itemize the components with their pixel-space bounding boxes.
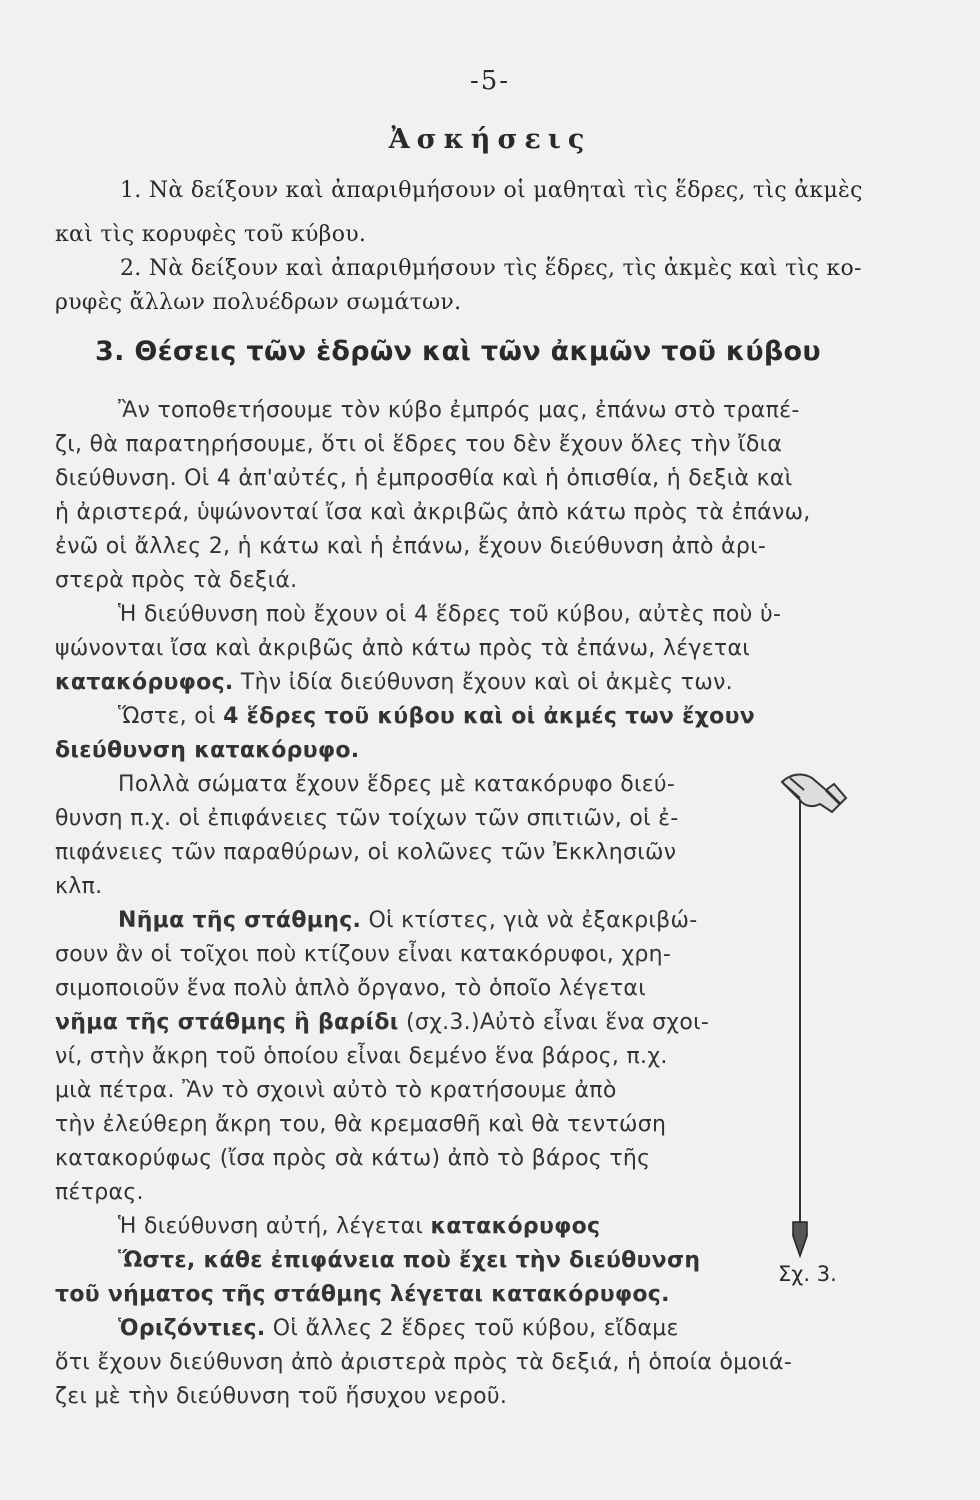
exercise-line: καὶ τὶς κορυφὲς τοῦ κύβου. [55, 222, 367, 247]
hand-icon [782, 775, 846, 812]
bold-term: 4 ἕδρες τοῦ κύβου καὶ οἱ ἀκμές των ἔχουν [223, 704, 756, 729]
paragraph-line: θυνση π.χ. οἱ ἐπιφάνειες τῶν τοίχων τῶν σπιτιῶν, οἱ ἐ- [55, 806, 679, 831]
bold-term: νῆμα τῆς στάθμης ἢ βαρίδι [55, 1010, 399, 1035]
paragraph-line: νῆμα τῆς στάθμης ἢ βαρίδι (σχ.3.)Αὐτὸ εἶναι ἕνα σχοι- [55, 1010, 710, 1035]
bold-term: κατακόρυφος [430, 1214, 601, 1239]
conclusion-line [55, 738, 359, 763]
paragraph-line: πέτρας. [55, 1180, 144, 1205]
paragraph-line: ἐνῶ οἱ ἄλλες 2, ἡ κάτω καὶ ἡ ἐπάνω, ἔχουν διεύθυνση ἀπὸ ἀρι- [55, 534, 767, 559]
paragraph-line: Πολλὰ σώματα ἔχουν ἕδρες μὲ κατακόρυφο διεύ- [118, 772, 676, 797]
paragraph-line: ἡ ἀριστερά, ὑψώνονταί ἴσα καὶ ἀκριβῶς ἀπὸ κάτω πρὸς τὰ ἐπάνω, [55, 500, 811, 525]
paragraph-line: Ὁριζόντιες. Οἱ ἄλλες 2 ἕδρες τοῦ κύβου, εἴδαμε [118, 1316, 679, 1341]
plumb-title: Νῆμα τῆς στάθμης. [118, 908, 362, 933]
exercise-line: 2. Νὰ δείξουν καὶ ἀπαριθμήσουν τὶς ἕδρες, τὶς ἀκμὲς καὶ τὶς κο- [120, 256, 862, 281]
bold-term: κατακόρυφος. [55, 670, 234, 695]
paragraph-line: στερὰ πρὸς τὰ δεξιά. [55, 568, 298, 593]
plumb-line-figure [760, 760, 860, 1270]
paragraph-line: κατακορύφως (ἴσα πρὸς σὰ κάτω) ἀπὸ τὸ βάρος τῆς [55, 1146, 651, 1171]
section-title: 3. Θέσεις τῶν ἑδρῶν καὶ τῶν ἀκμῶν τοῦ κύβου [95, 336, 821, 367]
figure-caption: Σχ. 3. [778, 1262, 837, 1286]
paragraph-line: κλπ. [55, 874, 103, 899]
paragraph-line: ὅτι ἔχουν διεύθυνση ἀπὸ ἀριστερὰ πρὸς τὰ δεξιά, ἡ ὁποία ὁμοιά- [55, 1350, 793, 1375]
bold-term: Ὥστε, κάθε ἐπιφάνεια ποὺ ἔχει τὴν διεύθυνση [118, 1248, 701, 1273]
paragraph-line: Ἂν τοποθετήσουμε τὸν κύβο ἐμπρός μας, ἐπάνω στὸ τραπέ- [118, 398, 800, 423]
exercise-line: 1. Νὰ δείξουν καὶ ἀπαριθμήσουν οἱ μαθηταὶ τὶς ἕδρες, τὶς ἀκμὲς [120, 178, 863, 203]
paragraph-line: νί, στὴν ἄκρη τοῦ ὁποίου εἶναι δεμένο ἕνα βάρος, π.χ. [55, 1044, 668, 1069]
bold-term: διεύθυνση κατακόρυφο. [55, 738, 360, 763]
paragraph-line: Ἡ διεύθυνση ποὺ ἔχουν οἱ 4 ἕδρες τοῦ κύβου, αὐτὲς ποὺ ὑ- [118, 602, 782, 627]
paragraph-line: ζι, θὰ παρατηρήσουμε, ὅτι οἱ ἕδρες του δὲν ἔχουν ὅλες τὴν ἴδια [55, 432, 783, 457]
paragraph-line: τὴν ἐλεύθερη ἄκρη του, θὰ κρεμασθῆ καὶ θὰ τεντώση [55, 1112, 667, 1137]
exercises-heading: Ἀσκήσεις [388, 124, 592, 155]
conclusion-line: Ὥστε, οἱ 4 ἕδρες τοῦ κύβου καὶ οἱ ἀκμές των ἔχουν [118, 704, 756, 729]
conclusion-line [118, 1248, 700, 1273]
paragraph-line: ζει μὲ τὴν διεύθυνση τοῦ ἥσυχου νεροῦ. [55, 1384, 508, 1409]
bold-term: τοῦ νήματος τῆς στάθμης λέγεται κατακόρυφος. [55, 1282, 670, 1307]
paragraph-line: κατακόρυφος. Τὴν ἰδία διεύθυνση ἔχουν καὶ οἱ ἀκμὲς των. [55, 670, 733, 695]
plumb-bob-icon [793, 1222, 807, 1256]
paragraph-line: Ἡ διεύθυνση αὐτή, λέγεται κατακόρυφος [118, 1214, 601, 1239]
paragraph-line: Νῆμα τῆς στάθμης. Οἱ κτίστες, γιὰ νὰ ἐξακριβώ- [118, 908, 698, 933]
paragraph-line: πιφάνειες τῶν παραθύρων, οἱ κολῶνες τῶν Ἐκκλησιῶν [55, 840, 677, 865]
paragraph-line: ψώνονται ἴσα καὶ ἀκριβῶς ἀπὸ κάτω πρὸς τὰ ἐπάνω, λέγεται [55, 636, 750, 661]
exercise-line: ρυφὲς ἄλλων πολυέδρων σωμάτων. [55, 290, 462, 315]
paragraph-line: σιμοποιοῦν ἕνα πολὺ ἁπλὸ ὄργανο, τὸ ὁποῖο λέγεται [55, 976, 646, 1001]
conclusion-line [55, 1282, 670, 1307]
paragraph-line: διεύθυνση. Οἱ 4 ἀπ'αὐτές, ἡ ἐμπροσθία καὶ ἡ ὀπισθία, ἡ δεξιὰ καὶ [55, 466, 793, 491]
page-number: -5- [469, 66, 511, 96]
paragraph-line: σουν ἂν οἱ τοῖχοι ποὺ κτίζουν εἶναι κατακόρυφοι, χρη- [55, 942, 672, 967]
paragraph-line: μιὰ πέτρα. Ἂν τὸ σχοινὶ αὐτὸ τὸ κρατήσουμε ἀπὸ [55, 1078, 617, 1103]
horizontal-title: Ὁριζόντιες. [118, 1316, 266, 1341]
